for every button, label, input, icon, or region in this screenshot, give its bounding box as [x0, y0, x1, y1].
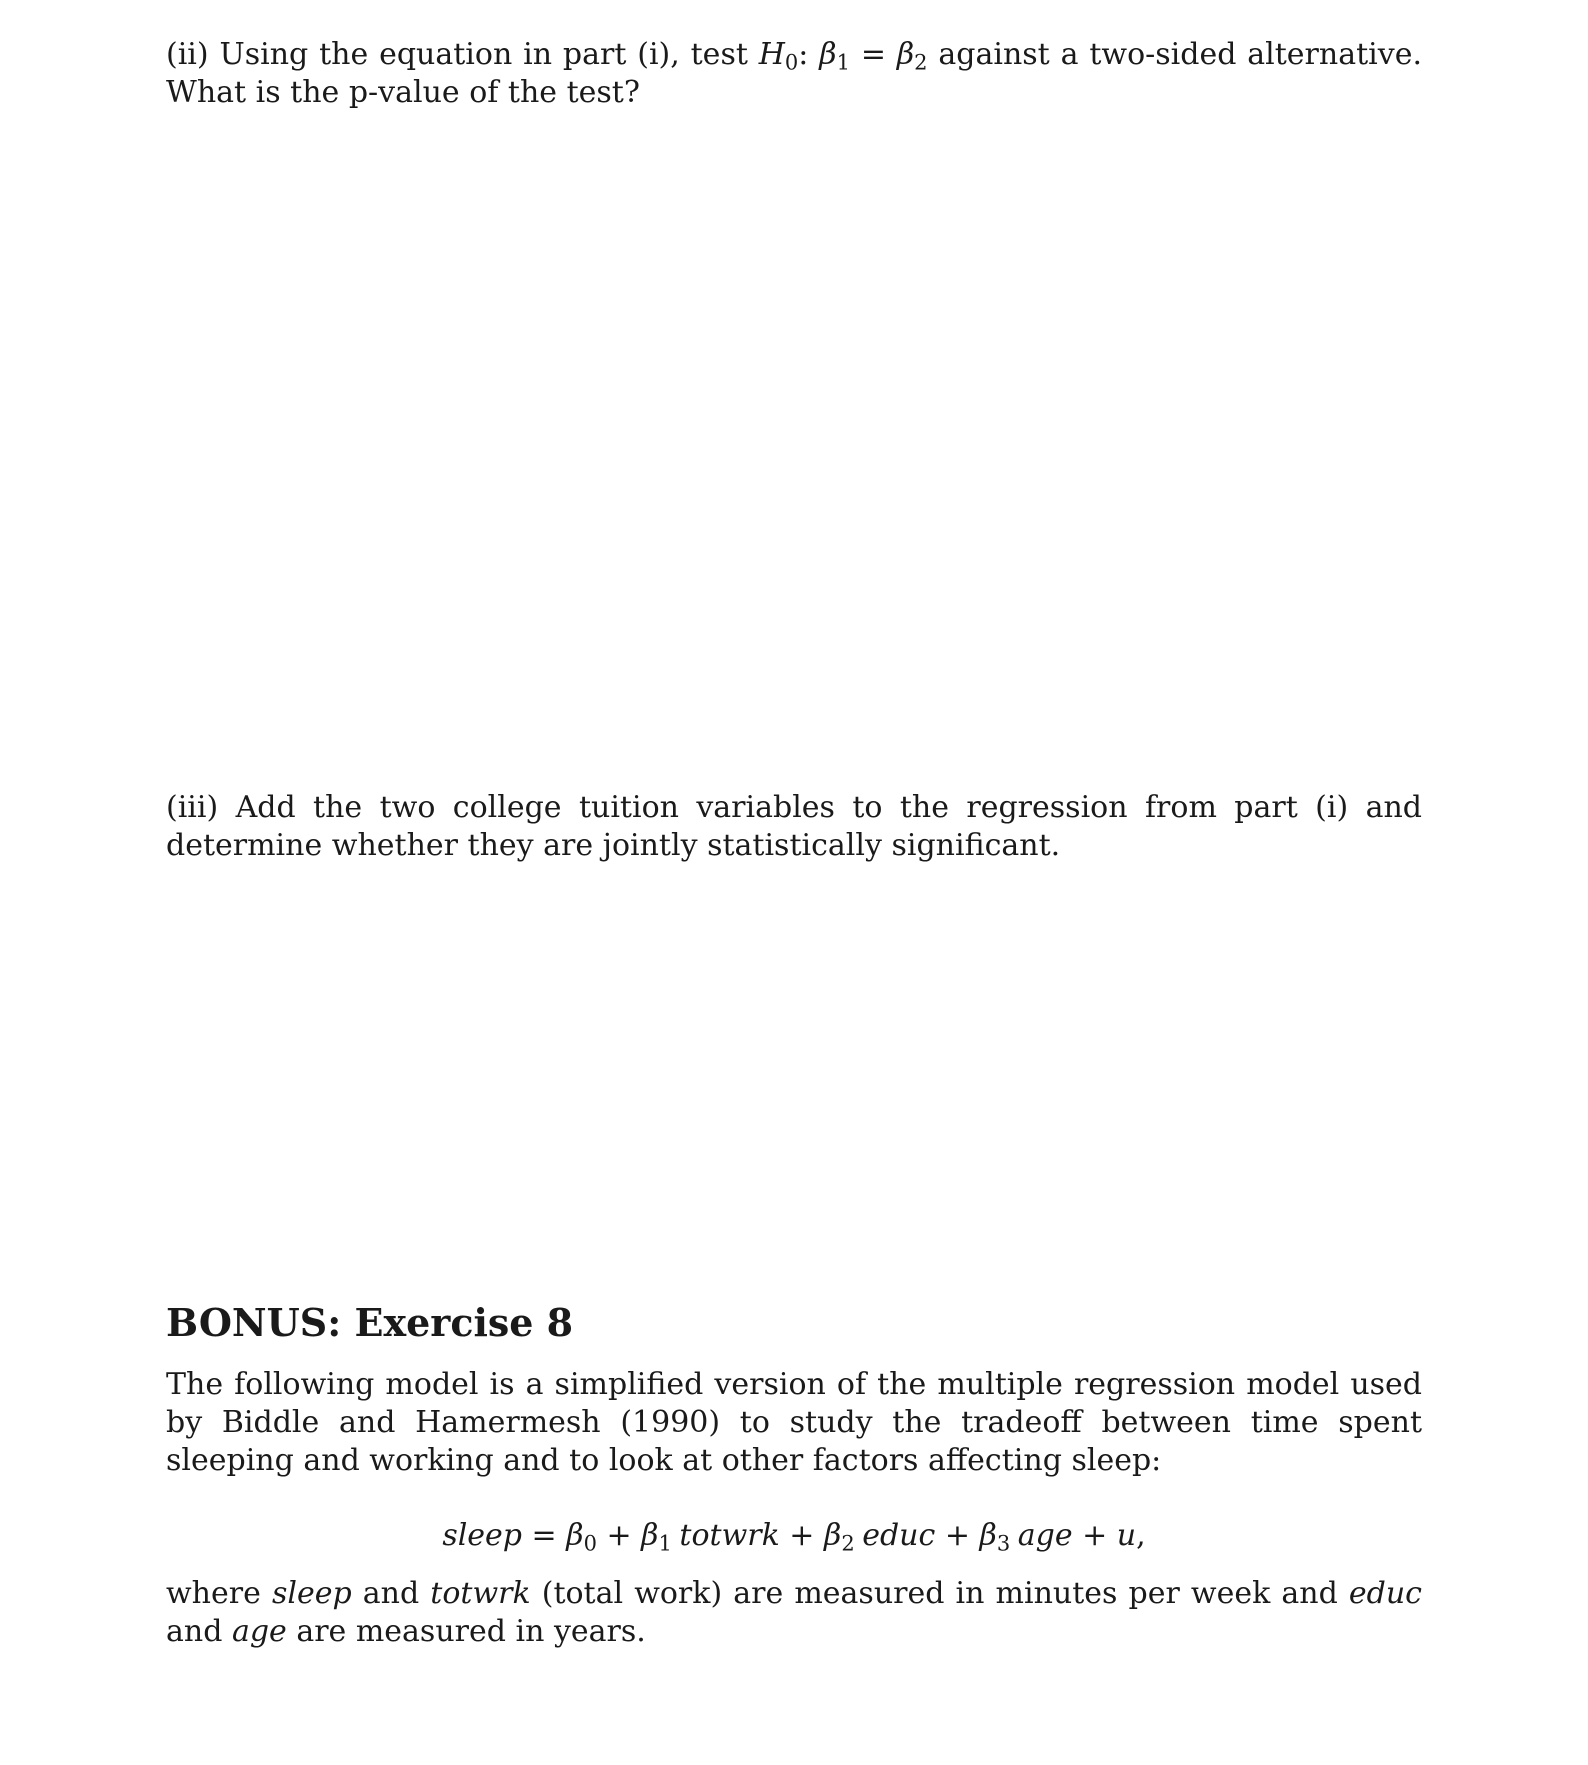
- part-ii-question: (ii) Using the equation in part (i), test $H_0$: $\beta_1 = \beta_2$ against a two-sided alternative. What is the p-value of the test?: [166, 37, 1422, 110]
- variable-definitions: where sleep and totwrk (total work) are measured in minutes per week and educ and age are measured in years.: [166, 1576, 1422, 1649]
- regression-equation: sleep = $\beta_0 + \beta_1$ totwrk + $\beta_2$ educ + $\beta_3$ age + u,: [442, 1518, 1146, 1556]
- part-iii-question: (iii) Add the two college tuition variables to the regression from part (i) and determine whether they are jointly statistically significant.: [166, 790, 1422, 863]
- bonus-heading: BONUS: Exercise 8: [166, 1300, 574, 1345]
- bonus-intro: The following model is a simplified version of the multiple regression model used by Biddle and Hamermesh (1990) to study the tradeoff between time spent sleeping and working and to look at other factors affecting sleep:: [166, 1367, 1422, 1478]
